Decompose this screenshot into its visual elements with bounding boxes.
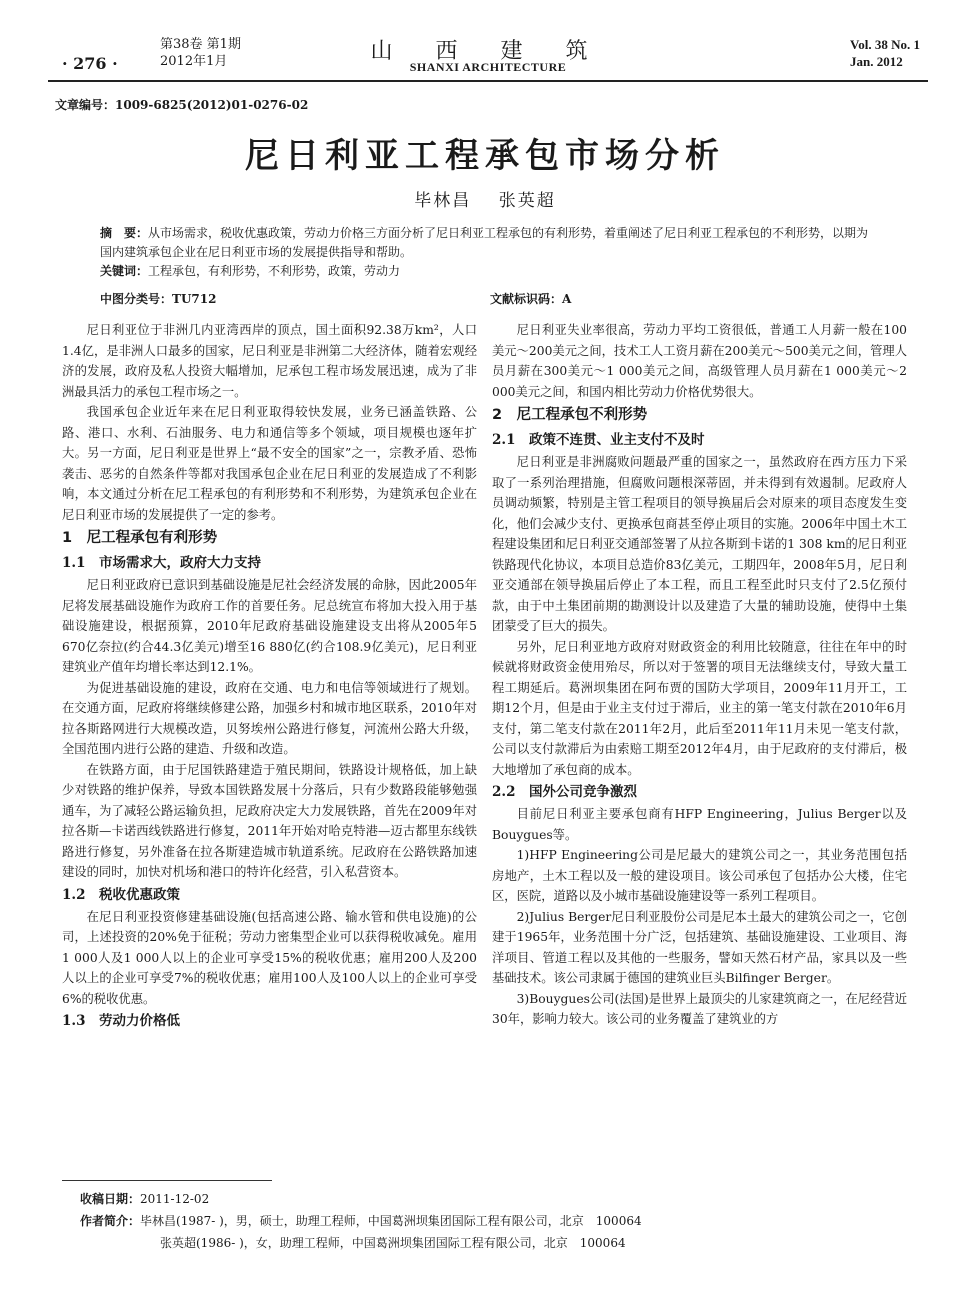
paragraph: 3)Bouygues公司(法国)是世界上最顶尖的儿家建筑商之一，在尼经营近30年，影响力较大。该公司的业务覆盖了建筑业的方 — [492, 991, 907, 1026]
journal-name-cn: 山 西 建 筑 — [370, 39, 606, 64]
subsection-heading: 1.3 劳动力价格低 — [62, 1013, 180, 1029]
keywords: 关键词：工程承包，有利形势，不利形势，政策，劳动力 — [100, 264, 401, 278]
section-heading: 2 尼工程承包不利形势 — [492, 407, 648, 423]
section-heading: 1 尼工程承包有利形势 — [62, 530, 218, 546]
clc-number: 中图分类号：TU712 — [100, 292, 217, 306]
header-rule — [48, 80, 928, 82]
left-column — [62, 320, 477, 1033]
footnote — [80, 1188, 880, 1254]
subsection-heading: 1.1 市场需求大，政府大力支持 — [62, 555, 261, 571]
paragraph: 在铁路方面，由于尼国铁路建造于殖民期间，铁路设计规格低，加上缺少对铁路的维护保养，导致本国铁路发展十分落后，只有少数路段能够勉强通车，为了减轻公路运输负担，尼政府决定大力发展铁路，首先在2009年对拉各斯—卡诺西线铁路进行修复，2011年开始对哈克特港—迈古都里东线铁路进行修复，另外准备在拉各斯建造城市轨道系统。尼政府在公路铁路加速建设的同时，加快对机场和港口的特许化经营，引入私营资本。 — [62, 762, 477, 879]
paragraph: 尼日利亚政府已意识到基础设施是尼社会经济发展的命脉，因此2005年尼将发展基础设施作为政府工作的首要任务。尼总统宣布将加大投入用于基础设施建设，根据预算，2010年尼政府基础设施建设支出将从2005年5 670亿奈拉(约合44.3亿美元)增至16 880亿(约合108.9亿美元)，尼日利亚建筑业产值年均增长率达到12.1%。 — [62, 578, 477, 674]
author-bio-1: 作者简介：毕林昌(1987- )，男，硕士，助理工程师，中国葛洲坝集团国际工程有限公司，北京 100064 — [80, 1214, 642, 1228]
journal-name-en: SHANXI ARCHITECTURE — [409, 60, 567, 74]
volume-cn: 第38卷 第1期 2012年1月 — [160, 37, 241, 69]
paragraph: 尼日利亚是非洲腐败问题最严重的国家之一，虽然政府在西方压力下采取了一系列治理措施，但腐败问题根深蒂固，并未得到有效遏制。尼政府人员调动频繁，特别是主管工程项目的领导换届后会对原来的项目态度发生变化，他们会减少支付、更换承包商甚至停止项目的实施。2006年中国土木工程建设集团和尼日利亚交通部签署了从拉各斯到卡诺的1 308 km的尼日利亚铁路现代化协议，本项目总造价83亿美元，工期四年，2008年5月，尼日利亚交通部在领导换届后停止了本工程，而且工程至此时只支付了2.5亿预付款，由于中土集团前期的勘测设计以及建造了大量的辅助设施，使得中土集团蒙受了巨大的损失。 — [492, 455, 907, 633]
paragraph: 1)HFP Engineering公司是尼最大的建筑公司之一，其业务范围包括房地产，土木工程以及一般的建设项目。该公司承包了包括办公大楼，住宅区，医院，道路以及小城市基础设施建设等一系列工程项目。 — [492, 848, 907, 903]
paragraph: 尼日利亚位于非洲几内亚湾西岸的顶点，国土面积92.38万km²，人口1.4亿，是非洲人口最多的国家，尼日利亚是非洲第二大经济体，随着宏观经济的发展，政府及私人投资大幅增加，尼承包工程市场发展迅速，成为了非洲最具活力的承包工程市场之一。 — [62, 323, 477, 399]
authors: 毕林昌 张英超 — [414, 191, 556, 211]
article-title: 尼日利亚工程承包市场分析 — [245, 136, 725, 176]
received-date: 收稿日期：2011-12-02 — [80, 1192, 210, 1206]
abstract-block — [100, 224, 870, 281]
page-header — [48, 30, 928, 82]
paragraph: 在尼日利亚投资修建基础设施(包括高速公路、输水管和供电设施)的公司，上述投资的20%免于征税；劳动力密集型企业可以获得税收减免。雇用1 000人及1 000人以上的企业可享受15%的税收优惠；雇用200人及200人以上的企业可享受7%的税收优惠；雇用100人及100人以上的企业可享受6%的税收优惠。 — [62, 909, 477, 1006]
paragraph: 另外，尼日利亚地方政府对财政资金的利用比较随意，往往在年中的时候就将财政资金使用殆尽，所以对于签署的项目无法继续支付，导致大量工程工期延后。葛洲坝集团在阿布贾的国防大学项目，2009年11月开工，工期12个月，但是由于业主支付过于滞后，业主的第一笔支付款在2010年6月支付，第二笔支付款在2011年2月，此后至2011年11月未见一笔支付款，公司以支付款滞后为由索赔工期至2012年4月，由于尼政府的支付滞后，极大地增加了承包商的成本。 — [492, 639, 907, 777]
author-bio-2: 张英超(1986- )，女，助理工程师，中国葛洲坝集团国际工程有限公司，北京 100064 — [160, 1236, 626, 1250]
paragraph: 我国承包企业近年来在尼日利亚取得较快发展，业务已涵盖铁路、公路、港口、水利、石油服务、电力和通信等多个领域，项目规模也逐年扩大。另一方面，尼日利亚是世界上“最不安全的国家”之一，宗教矛盾、恐怖袭击、恶劣的自然条件等都对我国承包企业在尼日利亚的发展造成了不利影响，本文通过分析在尼工程承包的有利形势和不利形势，为建筑承包企业在尼日利亚市场的发展提供了一定的参考。 — [62, 405, 477, 522]
subsection-heading: 2.1 政策不连贯、业主支付不及时 — [492, 432, 705, 448]
paragraph: 目前尼日利亚主要承包商有HFP Engineering，Julius Berger以及Bouygues等。 — [492, 807, 907, 842]
paragraph: 2)Julius Berger尼日利亚股份公司是尼本土最大的建筑公司之一，它创建于1965年，业务范围十分广泛，包括建筑、基础设施建设、工业项目、海洋项目、管道工程以及其他的一些服务，譬如天然石材产品，家具以及一些基础技术。该公司隶属于德国的建筑业巨头Bilfinger Berger。 — [492, 909, 907, 985]
document-code: 文献标识码：A — [490, 292, 572, 306]
subsection-heading: 1.2 税收优惠政策 — [62, 886, 180, 903]
subsection-heading: 2.2 国外公司竞争激烈 — [492, 784, 637, 800]
paragraph: 为促进基础设施的建设，政府在交通、电力和电信等领域进行了规划。在交通方面，尼政府将继续修建公路，加强乡村和城市地区联系，2010年对拉各斯路网进行大规模改造，贝努埃州公路进行修复，河流州公路大升级，全国范围内进行公路的建造、升级和改造。 — [62, 680, 477, 756]
right-column — [492, 320, 907, 1030]
volume-en: Vol. 38 No. 1 Jan. 2012 — [850, 37, 920, 69]
footnote-rule — [62, 1180, 272, 1181]
article-number: 文章编号：1009-6825(2012)01-0276-02 — [55, 98, 309, 112]
paragraph: 尼日利亚失业率很高，劳动力平均工资很低，普通工人月薪一般在100美元～200美元之间，技术工人工资月薪在200美元～500美元之间，管理人员月薪在300美元～1 000美元之间，高级管理人员月薪在1 000美元～2 000美元之间，和国内相比劳动力价格优势很大。 — [492, 323, 907, 399]
page-number: · 276 · — [62, 54, 118, 73]
abstract: 摘 要：从市场需求，税收优惠政策，劳动力价格三方面分析了尼日利亚工程承包的有利形势，着重阐述了尼日利亚工程承包的不利形势，以期为国内建筑承包企业在尼日利亚市场的发展提供指导和帮助。 — [100, 226, 869, 259]
